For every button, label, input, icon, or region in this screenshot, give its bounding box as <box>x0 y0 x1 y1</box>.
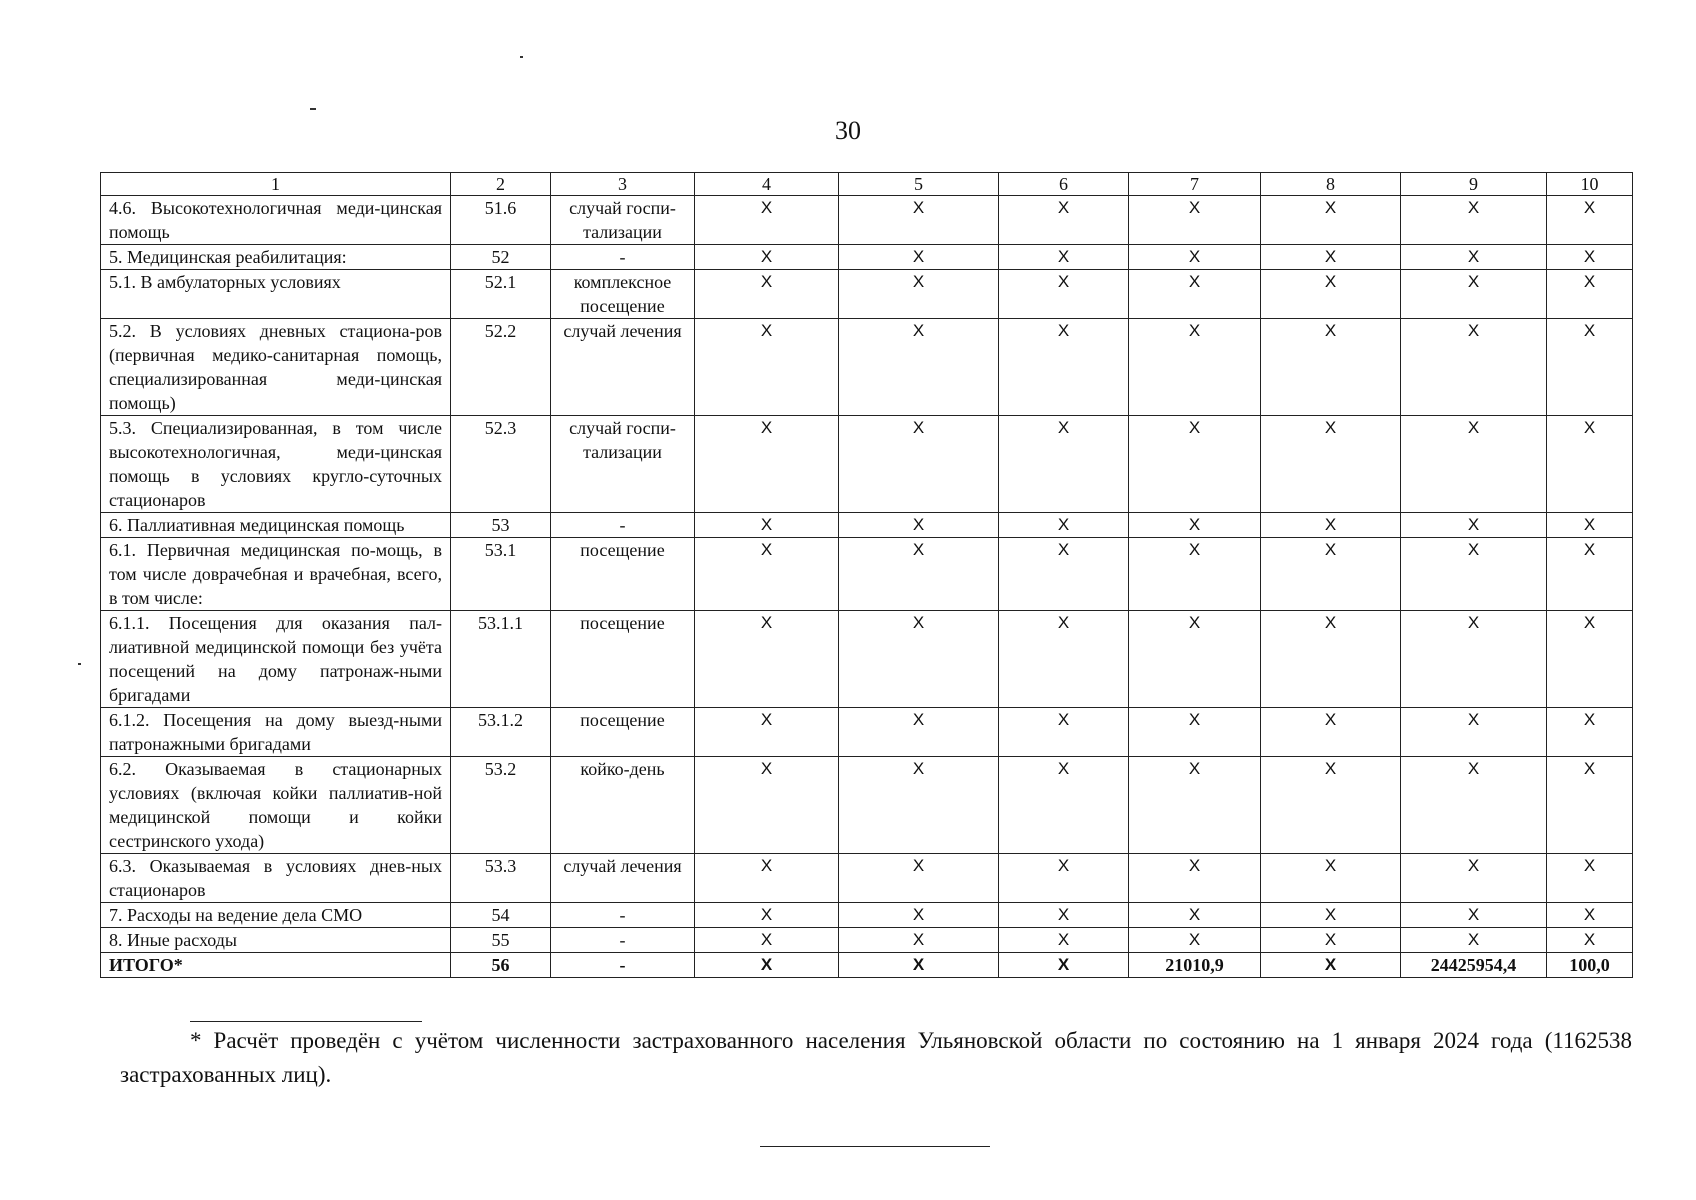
value-cell: X <box>999 270 1129 319</box>
value-cell: X <box>999 538 1129 611</box>
value-cell: X <box>1129 757 1261 854</box>
row-code-cell: 53.1 <box>451 538 551 611</box>
value-cell: X <box>1261 611 1401 708</box>
value-cell: X <box>1129 903 1261 928</box>
unit-cell: - <box>551 513 695 538</box>
value-cell: X <box>1547 196 1633 245</box>
value-cell: X <box>999 416 1129 513</box>
row-code-cell: 53.1.1 <box>451 611 551 708</box>
value-cell: X <box>999 513 1129 538</box>
table-row <box>101 196 1633 245</box>
unit-cell: - <box>551 953 695 978</box>
value-cell: X <box>1401 270 1547 319</box>
value-cell: X <box>1401 854 1547 903</box>
value-cell: X <box>695 245 839 270</box>
row-name-cell: ИТОГО* <box>101 953 451 978</box>
value-cell: X <box>999 319 1129 416</box>
value-cell: X <box>1261 757 1401 854</box>
row-name-cell: 6.1.1. Посещения для оказания пал-лиативной медицинской помощи без учёта посещений на дому патронаж-ными бригадами <box>101 611 451 708</box>
value-cell: X <box>1547 928 1633 953</box>
value-cell: X <box>839 928 999 953</box>
value-cell: X <box>1261 270 1401 319</box>
table-row <box>101 538 1633 611</box>
value-cell: X <box>999 196 1129 245</box>
value-cell: X <box>1129 708 1261 757</box>
value-cell: 21010,9 <box>1129 953 1261 978</box>
value-cell: X <box>1401 611 1547 708</box>
unit-cell: комплексное посещение <box>551 270 695 319</box>
value-cell: X <box>1401 196 1547 245</box>
table-row <box>101 416 1633 513</box>
total-row <box>101 953 1633 978</box>
value-cell: X <box>1261 538 1401 611</box>
value-cell: X <box>839 854 999 903</box>
value-cell: 24425954,4 <box>1401 953 1547 978</box>
row-code-cell: 53 <box>451 513 551 538</box>
row-code-cell: 52.1 <box>451 270 551 319</box>
value-cell: X <box>1547 611 1633 708</box>
value-cell: X <box>1401 245 1547 270</box>
value-cell: X <box>1547 319 1633 416</box>
value-cell: X <box>839 611 999 708</box>
data-table <box>100 172 1633 978</box>
table-row <box>101 319 1633 416</box>
value-cell: X <box>1129 245 1261 270</box>
table-row <box>101 611 1633 708</box>
value-cell: X <box>1129 538 1261 611</box>
row-code-cell: 54 <box>451 903 551 928</box>
value-cell: X <box>1547 270 1633 319</box>
row-name-cell: 5.3. Специализированная, в том числе высокотехнологичная, меди-цинская помощь в условиях кругло-суточных стационаров <box>101 416 451 513</box>
row-name-cell: 8. Иные расходы <box>101 928 451 953</box>
value-cell: X <box>999 757 1129 854</box>
value-cell: X <box>1261 416 1401 513</box>
table-row <box>101 245 1633 270</box>
value-cell: X <box>1261 708 1401 757</box>
value-cell: X <box>1261 854 1401 903</box>
row-code-cell: 53.3 <box>451 854 551 903</box>
row-name-cell: 5.2. В условиях дневных стациона-ров (первичная медико-санитарная помощь, специализированная меди-цинская помощь) <box>101 319 451 416</box>
value-cell: X <box>1401 757 1547 854</box>
value-cell: X <box>999 928 1129 953</box>
table-row <box>101 928 1633 953</box>
value-cell: X <box>1261 319 1401 416</box>
value-cell: X <box>695 928 839 953</box>
column-number: 8 <box>1261 173 1401 196</box>
row-name-cell: 6.2. Оказываемая в стационарных условиях (включая койки паллиатив-ной медицинской помощи и койки сестринского ухода) <box>101 757 451 854</box>
row-code-cell: 55 <box>451 928 551 953</box>
value-cell: X <box>999 245 1129 270</box>
value-cell: X <box>1129 196 1261 245</box>
column-number: 6 <box>999 173 1129 196</box>
row-code-cell: 52.3 <box>451 416 551 513</box>
value-cell: X <box>695 416 839 513</box>
value-cell: X <box>695 903 839 928</box>
footnote-separator <box>190 1021 422 1022</box>
value-cell: X <box>1129 319 1261 416</box>
value-cell: X <box>1261 903 1401 928</box>
table-row <box>101 270 1633 319</box>
row-code-cell: 56 <box>451 953 551 978</box>
value-cell: X <box>695 611 839 708</box>
value-cell: X <box>1129 416 1261 513</box>
value-cell: X <box>1547 903 1633 928</box>
value-cell: X <box>695 319 839 416</box>
value-cell: X <box>695 953 839 978</box>
column-number: 10 <box>1547 173 1633 196</box>
value-cell: X <box>999 611 1129 708</box>
value-cell: X <box>695 196 839 245</box>
value-cell: X <box>999 903 1129 928</box>
value-cell: X <box>1547 245 1633 270</box>
value-cell: X <box>839 416 999 513</box>
column-number: 3 <box>551 173 695 196</box>
value-cell: X <box>1129 513 1261 538</box>
table-row <box>101 854 1633 903</box>
value-cell: X <box>999 708 1129 757</box>
row-name-cell: 6.3. Оказываемая в условиях днев-ных стационаров <box>101 854 451 903</box>
row-code-cell: 52 <box>451 245 551 270</box>
value-cell: X <box>839 513 999 538</box>
row-code-cell: 52.2 <box>451 319 551 416</box>
column-number: 1 <box>101 173 451 196</box>
row-name-cell: 5. Медицинская реабилитация: <box>101 245 451 270</box>
row-name-cell: 5.1. В амбулаторных условиях <box>101 270 451 319</box>
value-cell: X <box>695 513 839 538</box>
value-cell: X <box>1401 708 1547 757</box>
value-cell: X <box>1261 196 1401 245</box>
scan-speck <box>520 56 523 58</box>
end-separator <box>760 1146 990 1147</box>
value-cell: X <box>1129 928 1261 953</box>
column-number: 4 <box>695 173 839 196</box>
unit-cell: посещение <box>551 708 695 757</box>
value-cell: X <box>1401 538 1547 611</box>
value-cell: X <box>1261 928 1401 953</box>
unit-cell: посещение <box>551 611 695 708</box>
table-row <box>101 903 1633 928</box>
row-code-cell: 53.1.2 <box>451 708 551 757</box>
value-cell: X <box>1261 245 1401 270</box>
value-cell: X <box>839 538 999 611</box>
value-cell: X <box>695 708 839 757</box>
value-cell: 100,0 <box>1547 953 1633 978</box>
value-cell: X <box>695 757 839 854</box>
unit-cell: случай госпи-тализации <box>551 196 695 245</box>
row-code-cell: 53.2 <box>451 757 551 854</box>
column-number: 9 <box>1401 173 1547 196</box>
value-cell: X <box>1261 513 1401 538</box>
value-cell: X <box>839 953 999 978</box>
unit-cell: - <box>551 903 695 928</box>
value-cell: X <box>695 854 839 903</box>
unit-cell: койко-день <box>551 757 695 854</box>
value-cell: X <box>839 196 999 245</box>
column-number: 7 <box>1129 173 1261 196</box>
value-cell: X <box>1547 416 1633 513</box>
scan-speck <box>310 108 316 110</box>
unit-cell: - <box>551 245 695 270</box>
row-code-cell: 51.6 <box>451 196 551 245</box>
row-name-cell: 7. Расходы на ведение дела СМО <box>101 903 451 928</box>
value-cell: X <box>1547 538 1633 611</box>
value-cell: X <box>1401 903 1547 928</box>
value-cell: X <box>1129 611 1261 708</box>
unit-cell: посещение <box>551 538 695 611</box>
table-row <box>101 708 1633 757</box>
value-cell: X <box>1261 953 1401 978</box>
value-cell: X <box>695 270 839 319</box>
column-number: 5 <box>839 173 999 196</box>
page-number: 30 <box>835 116 861 145</box>
value-cell: X <box>839 708 999 757</box>
scan-speck <box>78 663 81 665</box>
unit-cell: случай госпи-тализации <box>551 416 695 513</box>
table-row <box>101 513 1633 538</box>
value-cell: X <box>1401 319 1547 416</box>
value-cell: X <box>839 245 999 270</box>
value-cell: X <box>1547 513 1633 538</box>
table-row <box>101 757 1633 854</box>
row-name-cell: 6.1.2. Посещения на дому выезд-ными патронажными бригадами <box>101 708 451 757</box>
value-cell: X <box>1547 708 1633 757</box>
value-cell: X <box>839 319 999 416</box>
column-number: 2 <box>451 173 551 196</box>
unit-cell: - <box>551 928 695 953</box>
value-cell: X <box>999 953 1129 978</box>
footnote: * Расчёт проведён с учётом численности застрахованного населения Ульяновской области по состоянию на 1 января 2024 года (1162538 застрахованных лиц). <box>120 1028 1632 1087</box>
value-cell: X <box>839 270 999 319</box>
value-cell: X <box>1129 270 1261 319</box>
row-name-cell: 4.6. Высокотехнологичная меди-цинская помощь <box>101 196 451 245</box>
unit-cell: случай лечения <box>551 319 695 416</box>
value-cell: X <box>1401 416 1547 513</box>
value-cell: X <box>839 757 999 854</box>
value-cell: X <box>839 903 999 928</box>
value-cell: X <box>1401 928 1547 953</box>
value-cell: X <box>1547 757 1633 854</box>
table-body <box>101 173 1633 978</box>
value-cell: X <box>1129 854 1261 903</box>
unit-cell: случай лечения <box>551 854 695 903</box>
value-cell: X <box>1401 513 1547 538</box>
value-cell: X <box>695 538 839 611</box>
value-cell: X <box>999 854 1129 903</box>
column-number-row <box>101 173 1633 196</box>
row-name-cell: 6.1. Первичная медицинская по-мощь, в том числе доврачебная и врачебная, всего, в том числе: <box>101 538 451 611</box>
row-name-cell: 6. Паллиативная медицинская помощь <box>101 513 451 538</box>
value-cell: X <box>1547 854 1633 903</box>
